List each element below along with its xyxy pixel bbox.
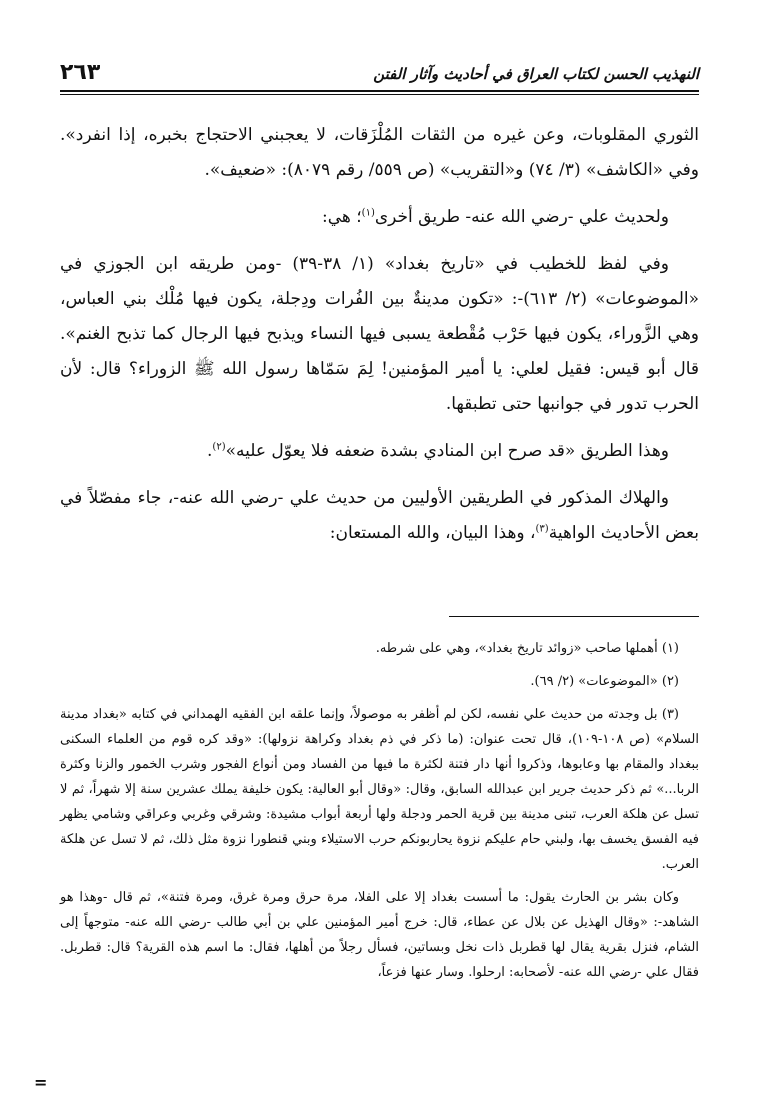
paragraph-2-suffix: ؛ هي: [321, 207, 362, 227]
footnote-1: (١) أهملها صاحب «زوائد تاريخ بغداد»، وهي على شرطه. [375, 641, 679, 656]
paragraph-5-text: والهلاك المذكور في الطريقين الأوليين من حديث علي -رضي الله عنه-، جاء مفصّلاً في بعض الأحاديث الواهية [60, 488, 699, 543]
paragraph-4 [60, 434, 699, 469]
paragraph-5-suffix: ، وهذا البيان، والله المستعان: [329, 523, 536, 543]
header-rule [60, 90, 699, 92]
footnote-2: (٢) «الموضوعات» (٢/ ٦٩). [530, 674, 679, 689]
header-rule-thin [60, 94, 699, 95]
paragraph-4-text: وهذا الطريق «قد صرح ابن المنادي بشدة ضعفه فلا يعوّل عليه» [225, 441, 669, 461]
footnotes [60, 636, 699, 993]
footnote-marker-3: (٣) [535, 523, 549, 535]
paragraph-5 [60, 481, 699, 551]
continuation-mark: = [34, 1073, 48, 1092]
footnote-3: (٣) بل وجدته من حديث علي نفسه، لكن لم أظفر به موصولاً، وإنما علقه ابن الفقيه الهمداني في كتابه «بغداد مدينة السلام» (ص ١٠٨-١٠٩)، قال تحت عنوان: (ما ذكر في ذم بغداد وكراهة نزولها): «وقد كره قوم من العلماء السكنى ببغداد والمقام بها وعابوها، وذكروا أنها دار فتنة لكثرة ما فيها من الفساد ومن أنواع الفجور وشرب الخمور والزنا وكثرة الربا...» ثم ذكر حديث جرير ابن عبدالله السابق، وقال: «وقال أبو العالية: يكون خليفة يملك عشرين سنة إلا شهراً، ثم لا تسل عن هلكة العرب، تبنى مدينة بين قرية الحمر ودجلة ولها أربعة أبواب مشيدة: وشرقي وغربي وعراقي وشامي يظهر فيه الفسق يخسف بها، ولبني حام عليكم نزوة يحاربونكم حرب الاستيلاء وبني قنطورا نزوة مثل ذلك، ثم لا تسل عن هلكة العرب. [60, 707, 699, 872]
paragraph-3: وفي لفظ للخطيب في «تاريخ بغداد» (١/ ٣٨-٣٩) -ومن طريقه ابن الجوزي في «الموضوعات» (٢/ ٦١٣)-: «تكون مدينةٌ بين الفُرات ودِجلة، يكون فيها مُلْك بني العباس، وهي الزَّوراء، يكون فيها حَرْب مُقْطعة يسبى فيها النساء ويذبح فيها الرجال كما تذبح الغنم». قال أبو قيس: فقيل لعلي: يا أمير المؤمنين! لِمَ سَمّاها رسول الله ﷺ الزوراء؟ قال: لأن الحرب تدور في جوانبها حتى تطبقها. [60, 254, 700, 414]
footnote-separator [449, 616, 699, 617]
paragraph-2-text: ولحديث علي -رضي الله عنه- طريق أخرى [374, 207, 669, 227]
page-number: ٢٦٣ [60, 60, 101, 85]
paragraph-2 [60, 200, 699, 235]
main-text [60, 118, 699, 563]
page-header [60, 50, 699, 90]
paragraph-1: الثوري المقلوبات، وعن غيره من الثقات المُلْزَقات، لا يعجبني الاحتجاج بخبره، إذا انفرد». وفي «الكاشف» (٣/ ٧٤) و«التقريب» (ص ٥٥٩/ رقم ٨٠٧٩): «ضعيف». [60, 125, 699, 180]
footnote-marker-2: (٢) [212, 441, 226, 453]
running-title: النهذيب الحسن لكتاب العراق في أحاديث وآثار الفتن [373, 65, 699, 83]
footnote-marker-1: (١) [361, 207, 375, 219]
paragraph-4-suffix: . [207, 441, 213, 461]
footnote-3-continued: وكان بشر بن الحارث يقول: ما أسست بغداد إلا على الفلا، مرة حرق ومرة غرق، ومرة فتنة»، ثم قال -وهذا هو الشاهد-: «وقال الهذيل عن بلال عن عطاء، قال: خرج أمير المؤمنين علي بن أبي طالب -رضي الله عنه- متوجهاً إلى الشام، فنزل بقرية يقال لها قطربل ذات نخل وبساتين، فسأل رجلاً من أهلها، فقال: ما اسم هذه القرية؟ قال: قطربل. فقال علي -رضي الله عنه- لأصحابه: ارحلوا. وسار عنها فزعاً، [60, 890, 699, 980]
